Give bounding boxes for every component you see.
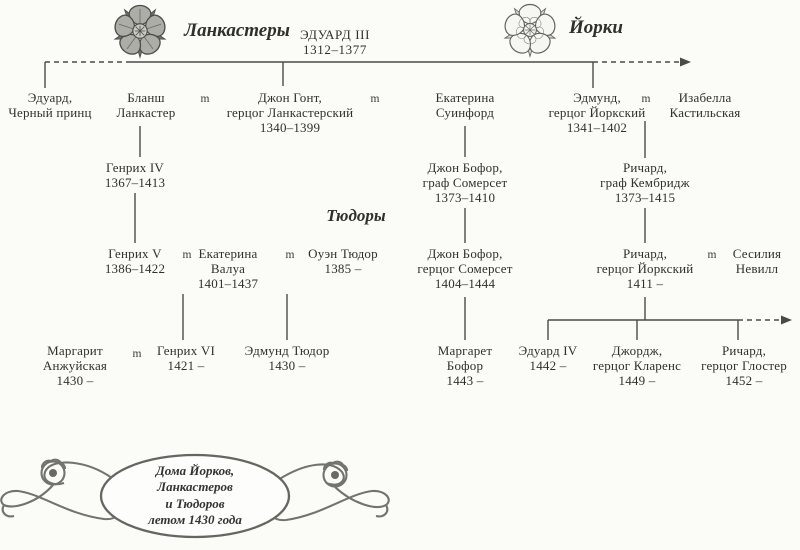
person-line: Маргарет (437, 343, 493, 358)
person-line: Екатерина (435, 90, 495, 105)
lancaster-rose-icon (112, 5, 167, 57)
cartouche-line: и Тюдоров (165, 495, 225, 511)
person-line: Джон Бофор, (427, 246, 503, 261)
person-line: Генрих VI (157, 343, 215, 358)
lancaster-house-label: Ланкастеры (184, 20, 290, 41)
person-line: Генрих IV (106, 160, 164, 175)
person-dates: 1443 – (446, 372, 484, 388)
person-line: Невилл (735, 260, 779, 276)
person-dates: 1421 – (167, 357, 205, 373)
person-margaret-bofor (438, 344, 492, 388)
person-line: Валуа (210, 260, 246, 276)
scroll-flourish-right (272, 462, 388, 520)
person-dates: 1341–1402 (566, 119, 628, 135)
marriage-symbol: m (200, 93, 210, 105)
cartouche-line: Дома Йорков, (155, 463, 235, 478)
right-arrowhead (680, 58, 691, 67)
person-richard-earl-cambridge (600, 161, 690, 205)
person-line: Суинфорд (435, 104, 495, 120)
person-john-beaufort-earl-somerset (423, 161, 508, 205)
person-richard-gloucester (701, 344, 787, 388)
person-dates: 1340–1399 (259, 119, 321, 135)
cartouche-line: Ланкастеров (157, 479, 233, 495)
person-line: Эдуард, (27, 90, 73, 105)
person-line: Екатерина (198, 246, 258, 261)
person-line: Джон Гонт, (257, 90, 323, 105)
person-margarit-anzhuyskaya (43, 344, 107, 388)
descent-connectors (135, 121, 792, 340)
person-izabella-kastilskaya (670, 91, 741, 121)
person-dates: 1430 – (268, 357, 306, 373)
root-name: ЭДУАРД III (300, 27, 370, 42)
person-line: Сесилия (732, 246, 782, 261)
person-line: Ричард, (622, 246, 668, 261)
person-ekaterina-suinford (436, 91, 495, 121)
person-line: Изабелла (678, 90, 732, 105)
person-line: Генрих V (108, 246, 162, 261)
person-line: герцог Йоркский (596, 260, 694, 276)
person-dates: 1411 – (626, 275, 664, 291)
person-line: Анжуйская (42, 357, 108, 373)
person-line: Джордж, (611, 343, 663, 358)
tudors-section-label: Тюдоры (326, 206, 386, 225)
person-george-clarence (593, 344, 681, 388)
marriage-symbol: m (641, 93, 651, 105)
person-dates: 1449 – (618, 372, 656, 388)
marriage-symbol: m (132, 348, 142, 360)
person-eduard-black-prince (8, 91, 91, 121)
bottom-right-arrowhead (781, 316, 792, 325)
root-dates: 1312–1377 (303, 41, 367, 57)
person-line: Ланкастер (116, 104, 176, 120)
person-line: Ричард, (622, 160, 668, 175)
person-eduard-iii (300, 28, 370, 58)
york-rose-icon (502, 4, 557, 56)
person-eduard-iv (519, 344, 578, 374)
person-line: граф Сомерсет (422, 174, 508, 190)
person-richard-duke-york (597, 247, 694, 291)
person-line: Оуэн Тюдор (308, 246, 378, 261)
person-sesiliya-nevill (733, 247, 781, 277)
person-john-beaufort-duke-somerset (417, 247, 512, 291)
person-dates: 1430 – (56, 372, 94, 388)
person-dates: 1452 – (725, 372, 763, 388)
cartouche-line: летом 1430 года (148, 511, 242, 527)
person-line: Эдуард IV (518, 343, 578, 358)
person-genrih-v (105, 247, 165, 277)
person-line: Ричард, (721, 343, 767, 358)
person-line: Джон Бофор, (427, 160, 503, 175)
person-line: герцог Сомерсет (417, 260, 513, 276)
marriage-symbol: m (182, 249, 192, 261)
person-line: Эдмунд Тюдор (244, 343, 330, 358)
person-line: граф Кембридж (600, 174, 690, 190)
person-dates: 1386–1422 (104, 260, 166, 276)
marriage-symbol: m (707, 249, 717, 261)
person-line: Эдмунд, (573, 90, 621, 105)
person-dates: 1385 – (324, 260, 362, 276)
person-line: Бофор (446, 357, 484, 373)
person-line: герцог Ланкастерский (226, 104, 354, 120)
cartouche-caption (148, 463, 242, 528)
person-line: Черный принц (8, 104, 92, 120)
person-dates: 1373–1410 (434, 189, 496, 205)
person-line: Бланш (127, 90, 165, 105)
marriage-symbol: m (370, 93, 380, 105)
person-john-gaunt (227, 91, 354, 135)
scroll-flourish-left (1, 460, 117, 519)
person-dates: 1404–1444 (434, 275, 496, 291)
person-ouen-tudor (308, 247, 378, 277)
top-generation-line (45, 58, 691, 89)
person-edmund-tudor (245, 344, 330, 374)
person-line: Маргарит (47, 343, 103, 358)
person-edmund-duke-york (549, 91, 646, 135)
person-genrih-iv (105, 161, 165, 191)
york-house-label: Йорки (569, 17, 623, 38)
person-dates: 1367–1413 (104, 174, 166, 190)
person-dates: 1401–1437 (197, 275, 259, 291)
marriage-symbol: m (285, 249, 295, 261)
person-blansh-lancaster (117, 91, 176, 121)
person-ekaterina-valua (198, 247, 258, 291)
person-dates: 1373–1415 (614, 189, 676, 205)
person-line: герцог Кларенс (592, 357, 682, 373)
person-line: герцог Йоркский (548, 104, 646, 120)
person-line: герцог Глостер (701, 357, 787, 373)
person-dates: 1442 – (529, 357, 567, 373)
person-genrih-vi (157, 344, 215, 374)
person-line: Кастильская (669, 104, 741, 120)
